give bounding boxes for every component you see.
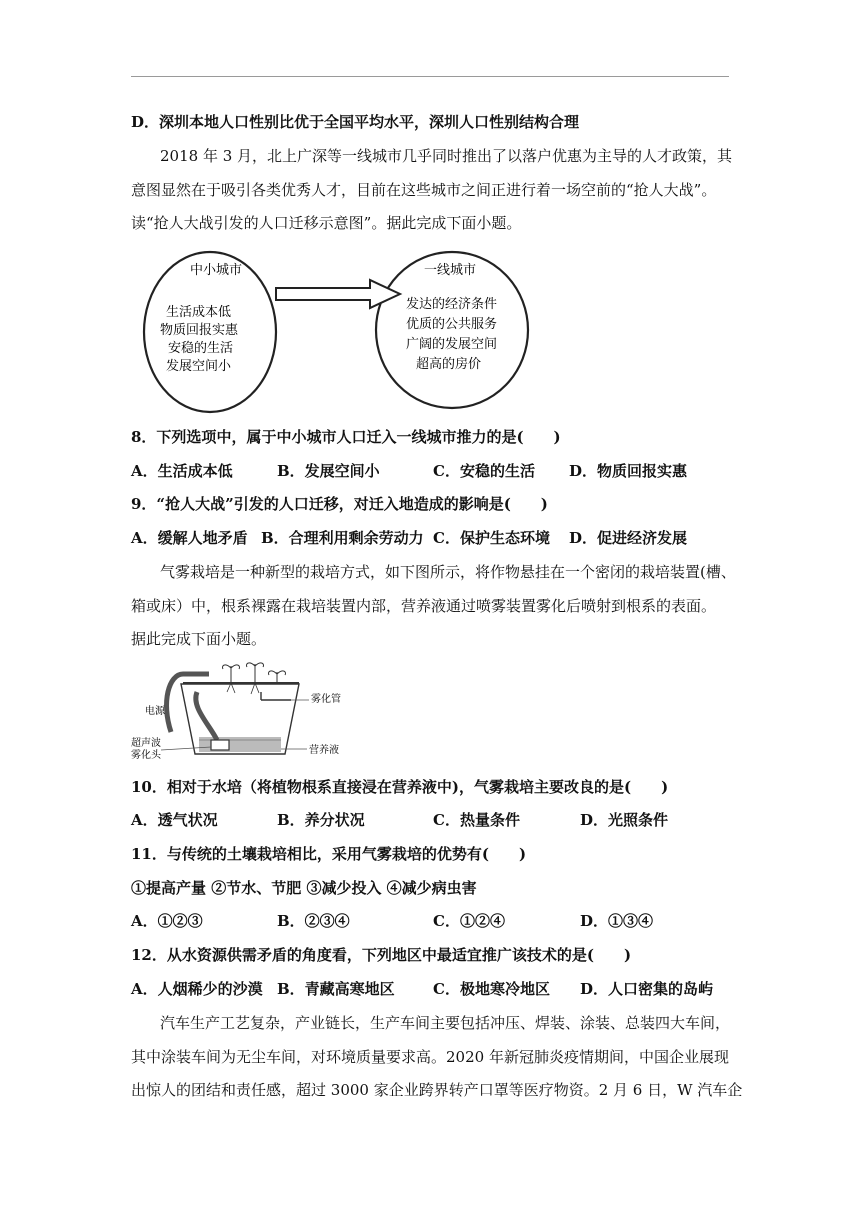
passage-1-line-1: 2018 年 3 月，北上广深等一线城市几乎同时推出了以落户优惠为主导的人才政策，其: [160, 147, 733, 165]
question-10: 10．相对于水培（将植物根系直接浸在营养液中)，气雾栽培主要改良的是( ): [131, 778, 669, 796]
q10-option-b: B．养分状况: [277, 811, 365, 829]
passage-1-line-3: 读“抢人大战引发的人口迁移示意图”。据此完成下面小题。: [131, 214, 522, 232]
plant-seedling: [222, 665, 239, 683]
q9-option-c: C．保护生态环境: [433, 529, 550, 547]
q8-option-d: D．物质回报实惠: [569, 462, 688, 480]
q8-option-a: A．生活成本低: [131, 462, 233, 480]
plant-seedling: [268, 671, 285, 683]
aeroponics-diagram: [131, 662, 371, 762]
migration-diagram: [138, 248, 538, 420]
ultrasonic-head: [211, 740, 229, 750]
passage-2-line-1: 气雾栽培是一种新型的栽培方式，如下图所示，将作物悬挂在一个密闭的栽培装置(槽、: [160, 563, 736, 581]
q10-option-a: A．透气状况: [131, 811, 218, 829]
plant-seedling: [246, 663, 263, 683]
big-city-title: 一线城市: [424, 263, 477, 278]
q12-option-c: C．极地寒冷地区: [433, 980, 550, 998]
q12-option-d: D．人口密集的岛屿: [580, 980, 714, 998]
q11-option-c: C．①②④: [433, 912, 505, 930]
q11-option-b: B．②③④: [277, 912, 350, 930]
q8-option-b: B．发展空间小: [277, 462, 380, 480]
option-d-previous: D．深圳本地人口性别比优于全国平均水平，深圳人口性别结构合理: [131, 113, 580, 131]
passage-2-line-3: 据此完成下面小题。: [131, 630, 267, 648]
label-ultrasonic: 超声波: [131, 738, 161, 749]
big-city-item: 广阔的发展空间: [406, 337, 498, 352]
q9-option-a: A．缓解人地矛盾: [131, 529, 248, 547]
q12-option-b: B．青藏高寒地区: [277, 980, 395, 998]
label-atomizer-pipe: 雾化管: [311, 694, 341, 705]
q12-option-a: A．人烟稀少的沙漠: [131, 980, 263, 998]
passage-3-line-1: 汽车生产工艺复杂，产业链长，生产车间主要包括冲压、焊装、涂装、总装四大车间，: [160, 1014, 731, 1032]
label-power: 电源: [145, 706, 165, 717]
small-city-item: 物质回报实惠: [160, 323, 239, 338]
passage-3-line-2: 其中涂装车间为无尘车间，对环境质量要求高。2020 年新冠肺炎疫情期间，中国企业展现: [131, 1048, 729, 1066]
migration-arrow: [276, 280, 400, 308]
question-9: 9．“抢人大战”引发的人口迁移，对迁入地造成的影响是( ): [131, 495, 548, 513]
q11-option-d: D．①③④: [580, 912, 654, 930]
question-12: 12．从水资源供需矛盾的角度看，下列地区中最适宜推广该技术的是( ): [131, 946, 632, 964]
big-city-item: 发达的经济条件: [406, 297, 498, 312]
q9-option-b: B．合理利用剩余劳动力: [261, 529, 424, 547]
q9-option-d: D．促进经济发展: [569, 529, 688, 547]
passage-2-line-2: 箱或床）中，根系裸露在栽培装置内部，营养液通过喷雾装置雾化后喷射到根系的表面。: [131, 597, 717, 615]
question-11-items: ①提高产量 ②节水、节肥 ③减少投入 ④减少病虫害: [131, 879, 477, 897]
big-city-item: 超高的房价: [416, 357, 482, 372]
question-8: 8．下列选项中，属于中小城市人口迁入一线城市推力的是( ): [131, 428, 561, 446]
passage-1-line-2: 意图显然在于吸引各类优秀人才，目前在这些城市之间正进行着一场空前的“抢人大战”。: [131, 181, 717, 199]
label-nutrient: 营养液: [309, 745, 339, 756]
q8-option-c: C．安稳的生活: [433, 462, 535, 480]
small-city-item: 生活成本低: [166, 305, 232, 320]
question-11: 11．与传统的土壤栽培相比，采用气雾栽培的优势有( ): [131, 845, 527, 863]
label-ultrasonic: 雾化头: [131, 750, 161, 761]
small-city-item: 发展空间小: [166, 359, 232, 374]
small-city-item: 安稳的生活: [168, 341, 234, 356]
small-city-title: 中小城市: [190, 263, 243, 278]
passage-3-line-3: 出惊人的团结和责任感，超过 3000 家企业跨界转产口罩等医疗物资。2 月 6 日，W 汽车企: [131, 1081, 743, 1099]
q10-option-d: D．光照条件: [580, 811, 669, 829]
q10-option-c: C．热量条件: [433, 811, 520, 829]
header-rule: [131, 76, 729, 77]
big-city-item: 优质的公共服务: [406, 317, 498, 332]
q11-option-a: A．①②③: [131, 912, 203, 930]
